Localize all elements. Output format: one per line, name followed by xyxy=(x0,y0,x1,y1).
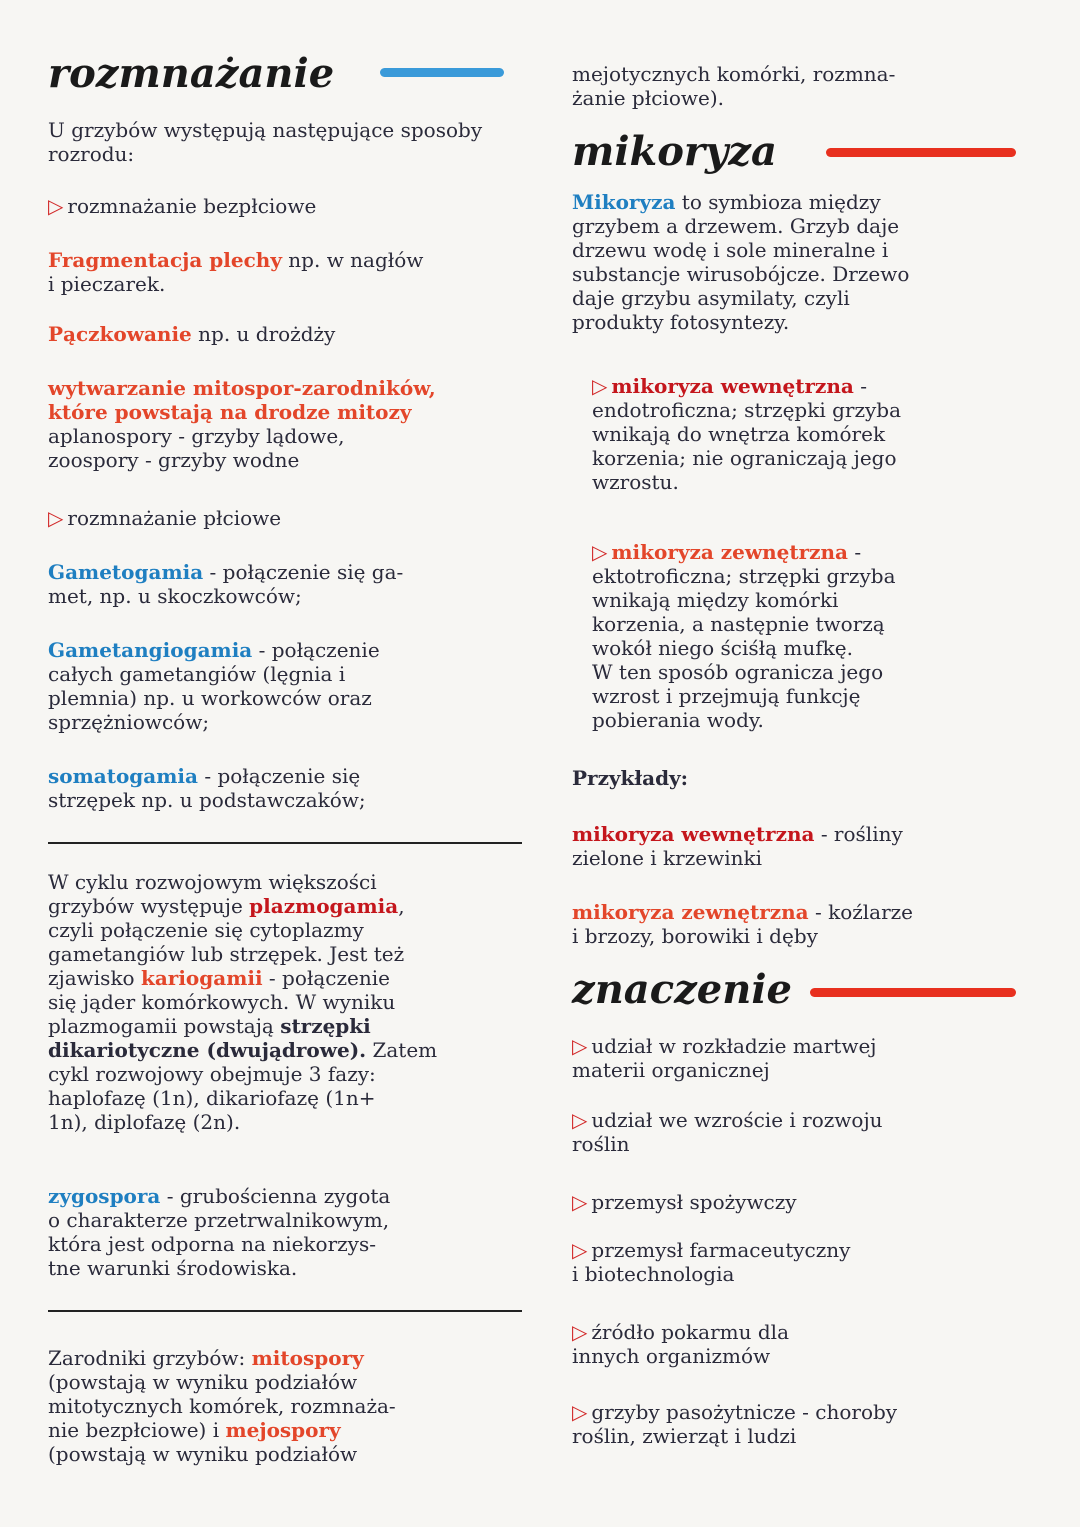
heading-reproduction: rozmnażanie xyxy=(48,50,335,97)
endo-item xyxy=(592,374,1042,494)
examples-label: Przykłady: xyxy=(572,766,689,790)
triangle-bullet-icon: ▷ xyxy=(592,540,608,564)
divider-1 xyxy=(48,842,522,844)
meaning-item-5-text: źródło pokarmu dla innych organizmów xyxy=(572,1320,789,1368)
meaning-item-1 xyxy=(572,1034,1042,1082)
example-2-text: - koźlarze i brzozy, borowiki i dęby xyxy=(572,900,914,948)
fragmentation-term: Fragmentacja plechy xyxy=(48,248,282,272)
mitospores-term: wytwarzanie mitospor-zarodników, które powstają na drodze mitozy xyxy=(48,376,436,424)
triangle-bullet-icon: ▷ xyxy=(48,506,64,530)
sexual-label xyxy=(48,506,281,530)
cycle-paragraph xyxy=(48,870,538,1134)
triangle-bullet-icon: ▷ xyxy=(48,194,64,218)
meaning-item-6 xyxy=(572,1400,1042,1448)
endo-term: mikoryza wewnętrzna xyxy=(611,374,854,398)
mycorrhiza-text: to symbioza między grzybem a drzewem. Grzyb daje drzewu wodę i sole mineralne i substancje wirusobójcze. Drzewo daje grzybu asymilaty, czyli produkty fotosyntezy. xyxy=(572,190,910,334)
meaning-item-1-text: udział w rozkładzie martwej materii organicznej xyxy=(572,1034,877,1082)
ecto-item xyxy=(592,540,1042,732)
budding-term: Pączkowanie xyxy=(48,322,192,346)
gametangiogamy-term: Gametangiogamia xyxy=(48,638,253,662)
ecto-text: - ektotroficzna; strzępki grzyba wnikają między komórki korzenia, a następnie tworzą wokół niego ściśłą mufkę. W ten sposób ogranicza jego wzrost i przejmują funkcję pobierania wody. xyxy=(592,540,896,732)
heading-underline-blue xyxy=(380,68,504,77)
meaning-item-2-text: udział we wzroście i rozwoju roślin xyxy=(572,1108,883,1156)
plasmogamy-term: plazmogamia xyxy=(249,894,399,918)
meaning-item-6-text: grzyby pasożytnicze - choroby roślin, zwierząt i ludzi xyxy=(572,1400,898,1448)
meaning-item-4-text: przemysł farmaceutyczny i biotechnologia xyxy=(572,1238,851,1286)
spores-text-3: (powstają w wyniku podziałów xyxy=(48,1442,358,1466)
triangle-bullet-icon: ▷ xyxy=(592,374,608,398)
budding-text: np. u drożdży xyxy=(198,322,336,346)
triangle-bullet-icon: ▷ xyxy=(572,1400,588,1424)
meaning-item-4 xyxy=(572,1238,1042,1286)
continuation-text: mejotycznych komórki, rozmna- żanie płciowe). xyxy=(572,62,896,110)
gametangiogamy-text: - połączenie całych gametangiów (lęgnia i plemnia) np. u workowców oraz sprzężniowców; xyxy=(48,638,380,734)
mycorrhiza-term: Mikoryza xyxy=(572,190,676,214)
gametogamy-item xyxy=(48,560,528,608)
mycorrhiza-definition xyxy=(572,190,1032,334)
spores-text-1: Zarodniki grzybów: xyxy=(48,1346,246,1370)
spores-paragraph xyxy=(48,1346,538,1466)
example-1-term: mikoryza wewnętrzna xyxy=(572,822,815,846)
heading-significance: znaczenie xyxy=(572,966,792,1013)
zygospore-text: - grubościenna zygota o charakterze przetrwalnikowym, która jest odporna na niekorzys- tne warunki środowiska. xyxy=(48,1184,391,1280)
endo-text: - endotroficzna; strzępki grzyba wnikają do wnętrza komórek korzenia; nie ograniczają jego wzrostu. xyxy=(592,374,902,494)
triangle-bullet-icon: ▷ xyxy=(572,1190,588,1214)
cycle-text-3: - połączenie się jąder komórkowych. W wyniku plazmogamii powstają xyxy=(48,966,396,1038)
triangle-bullet-icon: ▷ xyxy=(572,1108,588,1132)
cycle-text-4: Zatem cykl rozwojowy obejmuje 3 fazy: haplofazę (1n), dikariofazę (1n+ 1n), diplofazę (2n). xyxy=(48,1038,438,1134)
heading-mycorrhiza: mikoryza xyxy=(572,128,777,175)
heading-underline-red-2 xyxy=(810,988,1016,997)
somatogamy-text: - połączenie się strzępek np. u podstawczaków; xyxy=(48,764,366,812)
example-2-term: mikoryza zewnętrzna xyxy=(572,900,809,924)
fragmentation-item xyxy=(48,248,528,296)
meaning-item-5 xyxy=(572,1320,1042,1368)
gametogamy-term: Gametogamia xyxy=(48,560,204,584)
asexual-label xyxy=(48,194,316,218)
meaning-item-3 xyxy=(572,1190,1042,1214)
triangle-bullet-icon: ▷ xyxy=(572,1238,588,1262)
mitospores-word: mitospory xyxy=(251,1346,364,1370)
example-1-text: - rośliny zielone i krzewinki xyxy=(572,822,903,870)
example-2 xyxy=(572,900,1042,948)
ecto-term: mikoryza zewnętrzna xyxy=(611,540,848,564)
somatogamy-term: somatogamia xyxy=(48,764,198,788)
gametogamy-text: - połączenie się ga- met, np. u skoczkowców; xyxy=(48,560,404,608)
mitospores-text: aplanospory - grzyby lądowe, zoospory - grzyby wodne xyxy=(48,424,345,472)
meaning-item-2 xyxy=(572,1108,1042,1156)
dikaryotic-term: strzępki dikariotyczne (dwujądrowe). xyxy=(48,1014,371,1062)
zygospore-item xyxy=(48,1184,538,1280)
karyogamy-term: kariogamii xyxy=(140,966,263,990)
cycle-text-1: W cyklu rozwojowym większości grzybów występuje xyxy=(48,870,377,918)
meiospores-word: mejospory xyxy=(225,1418,341,1442)
triangle-bullet-icon: ▷ xyxy=(572,1034,588,1058)
intro-text: U grzybów występują następujące sposoby rozrodu: xyxy=(48,118,483,166)
cycle-text-2: , czyli połączenie się cytoplazmy gametangiów lub strzępek. Jest też zjawisko xyxy=(48,894,405,990)
meaning-item-3-text: przemysł spożywczy xyxy=(591,1190,797,1214)
example-1 xyxy=(572,822,1042,870)
triangle-bullet-icon: ▷ xyxy=(572,1320,588,1344)
asexual-label-text: rozmnażanie bezpłciowe xyxy=(67,194,317,218)
gametangiogamy-item xyxy=(48,638,528,734)
budding-item xyxy=(48,322,335,346)
somatogamy-item xyxy=(48,764,528,812)
spores-text-2: (powstają w wyniku podziałów mitotycznych komórek, rozmnaża- nie bezpłciowe) i xyxy=(48,1370,396,1442)
fragmentation-text: np. w nagłów i pieczarek. xyxy=(48,248,424,296)
divider-2 xyxy=(48,1310,522,1312)
heading-underline-red xyxy=(826,148,1016,157)
zygospore-term: zygospora xyxy=(48,1184,161,1208)
sexual-label-text: rozmnażanie płciowe xyxy=(67,506,282,530)
